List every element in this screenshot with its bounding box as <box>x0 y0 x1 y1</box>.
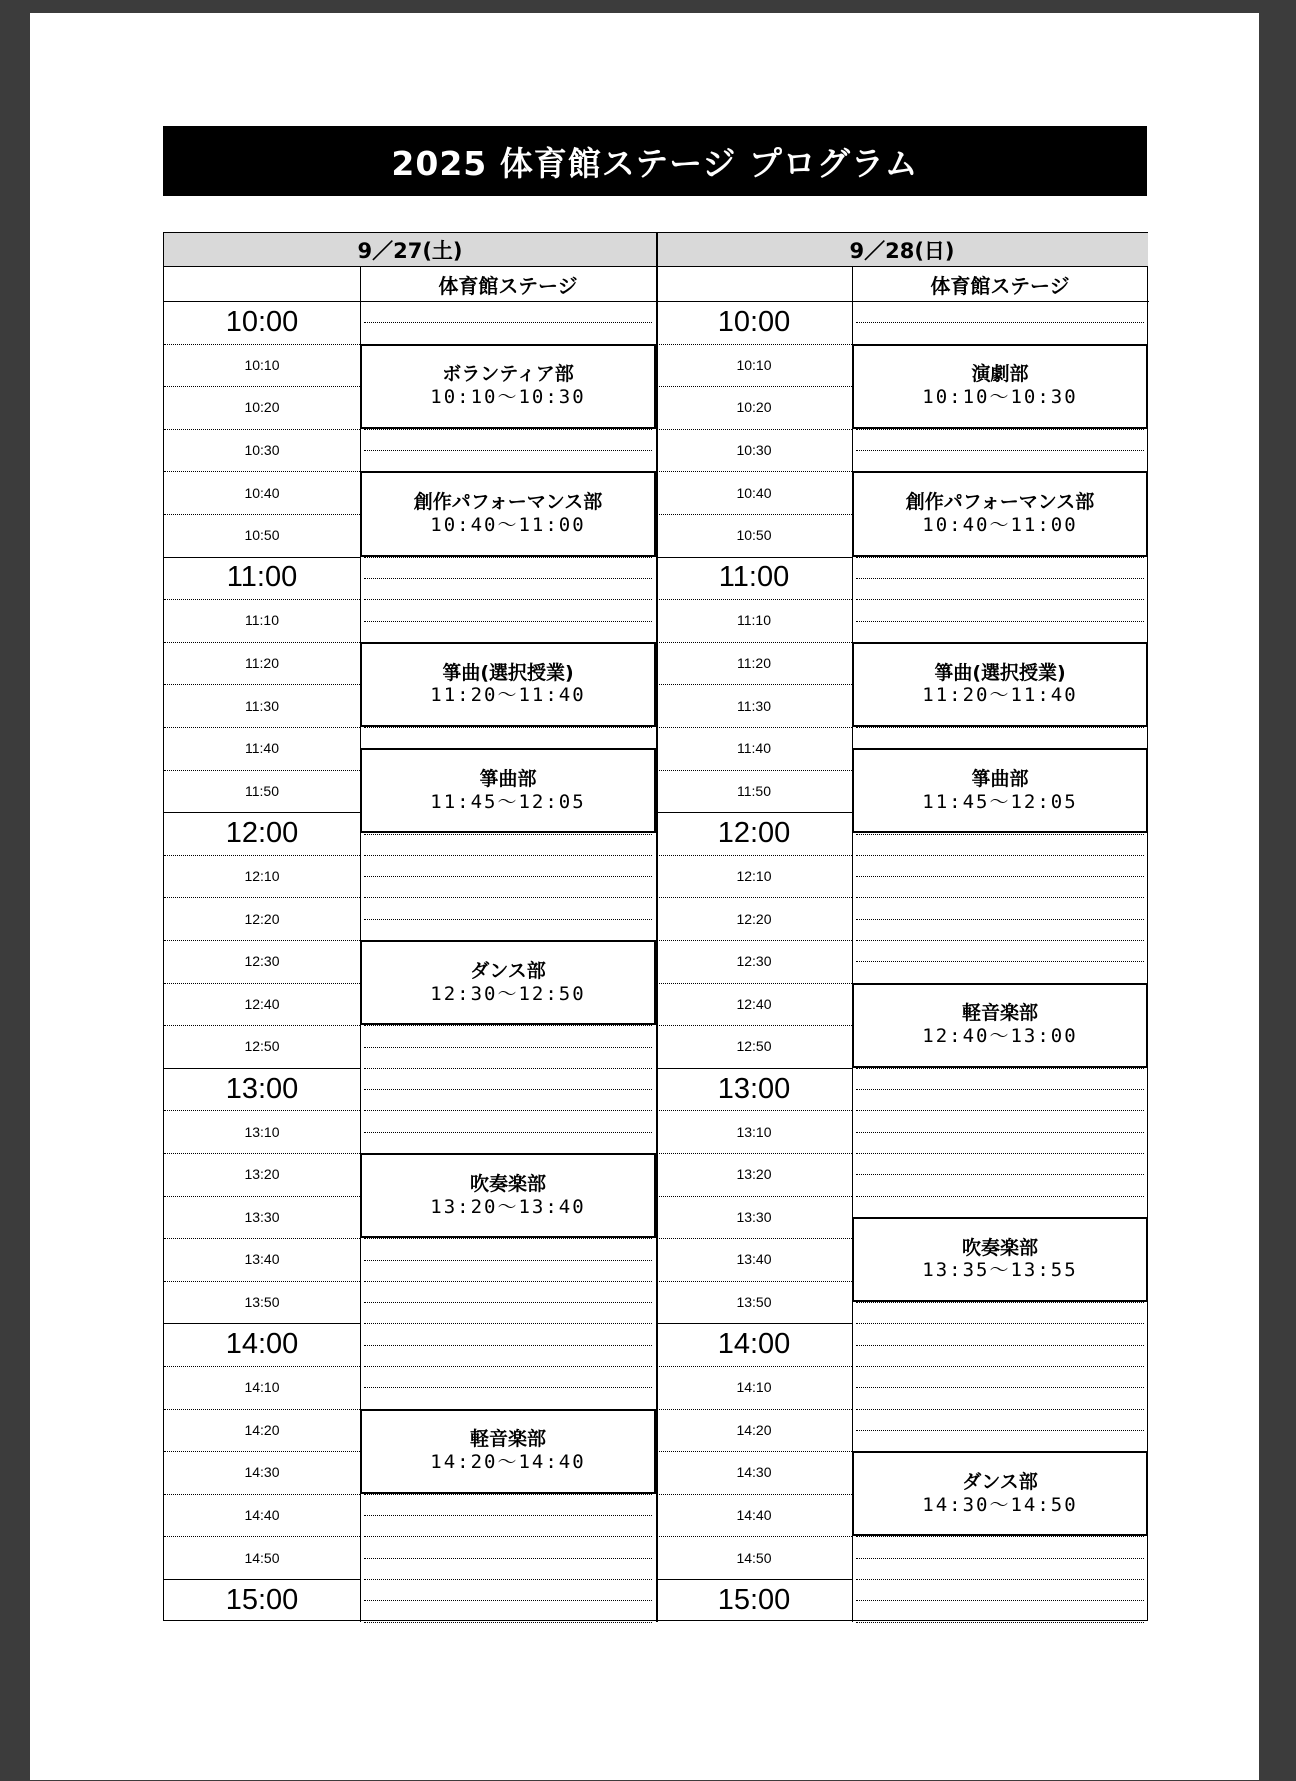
event-block[interactable] <box>852 344 1148 429</box>
event-name: ボランティア部 <box>442 363 574 386</box>
row-divider <box>164 1196 360 1197</box>
row-divider <box>364 1132 652 1133</box>
row-divider <box>364 855 652 856</box>
time-label: 12:20 <box>736 910 772 927</box>
event-time: 10:40～11:00 <box>922 513 1078 536</box>
row-divider <box>164 344 360 345</box>
row-divider <box>164 684 360 685</box>
row-divider <box>856 961 1144 962</box>
event-block[interactable] <box>360 1409 656 1494</box>
row-divider <box>856 1430 1144 1431</box>
row-divider <box>856 1196 1144 1197</box>
row-divider <box>656 1068 852 1069</box>
row-divider <box>656 1281 852 1282</box>
row-divider <box>656 557 852 558</box>
row-divider <box>364 1025 652 1026</box>
schedule-table <box>163 232 1148 1621</box>
row-divider <box>164 1110 360 1111</box>
row-divider <box>164 429 360 430</box>
row-divider <box>164 812 360 813</box>
row-divider <box>656 642 852 643</box>
row-divider <box>856 322 1144 323</box>
row-divider <box>364 1558 652 1559</box>
event-name: 箏曲(選択授業) <box>934 661 1066 684</box>
time-label: 12:30 <box>244 953 280 970</box>
hour-label: 15:00 <box>225 1583 299 1616</box>
time-label: 12:40 <box>736 995 772 1012</box>
event-name: 軽音楽部 <box>469 1428 546 1451</box>
event-time: 12:40～13:00 <box>922 1025 1078 1048</box>
time-label: 10:40 <box>244 484 280 501</box>
row-divider <box>856 1579 1144 1580</box>
row-divider <box>856 557 1144 558</box>
row-divider <box>856 1302 1144 1303</box>
time-label: 12:20 <box>244 910 280 927</box>
row-divider <box>164 1068 360 1069</box>
row-divider <box>856 1174 1144 1175</box>
time-label: 12:30 <box>736 953 772 970</box>
row-divider <box>164 1579 360 1580</box>
row-divider <box>364 322 652 323</box>
row-divider <box>364 1089 652 1090</box>
row-divider <box>856 450 1144 451</box>
time-label: 12:10 <box>244 868 280 885</box>
time-label: 10:50 <box>244 527 280 544</box>
event-block[interactable] <box>360 344 656 429</box>
stage-header: 体育館ステージ <box>438 273 578 298</box>
event-time: 10:40～11:00 <box>430 513 586 536</box>
row-divider <box>164 1494 360 1495</box>
event-time: 13:20～13:40 <box>430 1195 586 1218</box>
time-label: 11:20 <box>245 655 279 672</box>
row-divider <box>364 578 652 579</box>
time-label: 10:50 <box>736 527 772 544</box>
time-label: 12:50 <box>736 1038 772 1055</box>
event-block[interactable] <box>360 642 656 727</box>
row-divider <box>164 386 360 387</box>
time-label: 10:20 <box>244 399 280 416</box>
row-divider <box>164 770 360 771</box>
time-label: 10:30 <box>244 442 280 459</box>
row-divider <box>656 429 852 430</box>
time-label: 13:10 <box>736 1123 772 1140</box>
row-divider <box>856 1153 1144 1154</box>
time-label: 10:10 <box>736 356 772 373</box>
row-divider <box>656 1366 852 1367</box>
event-name: 吹奏楽部 <box>961 1236 1038 1259</box>
row-divider <box>656 1494 852 1495</box>
time-label: 14:10 <box>244 1379 280 1396</box>
row-divider <box>656 812 852 813</box>
row-divider <box>164 983 360 984</box>
stage-header: 体育館ステージ <box>930 273 1070 298</box>
time-label: 11:40 <box>737 740 771 757</box>
page-title: 2025 体育館ステージ プログラム <box>163 126 1147 196</box>
hour-label: 12:00 <box>717 816 791 849</box>
time-label: 13:40 <box>244 1251 280 1268</box>
row-divider <box>364 1110 652 1111</box>
time-label: 11:20 <box>737 655 771 672</box>
time-label: 14:50 <box>244 1549 280 1566</box>
event-name: ダンス部 <box>962 1470 1038 1493</box>
row-divider <box>856 1600 1144 1601</box>
time-label: 11:10 <box>737 612 771 629</box>
row-divider <box>856 578 1144 579</box>
row-divider <box>856 1409 1144 1410</box>
time-label: 13:40 <box>736 1251 772 1268</box>
row-divider <box>364 1302 652 1303</box>
row-divider <box>856 919 1144 920</box>
header-divider <box>164 301 1149 302</box>
time-label: 11:50 <box>245 782 279 799</box>
row-divider <box>364 1238 652 1239</box>
hour-label: 11:00 <box>226 561 298 594</box>
row-divider <box>656 599 852 600</box>
row-divider <box>364 450 652 451</box>
row-divider <box>656 1196 852 1197</box>
time-label: 10:30 <box>736 442 772 459</box>
event-block[interactable] <box>852 748 1148 833</box>
row-divider <box>364 1047 652 1048</box>
row-divider <box>856 621 1144 622</box>
row-divider <box>164 727 360 728</box>
row-divider <box>856 1536 1144 1537</box>
row-divider <box>656 983 852 984</box>
row-divider <box>856 1387 1144 1388</box>
event-name: 吹奏楽部 <box>469 1172 546 1195</box>
column-divider <box>852 267 853 1622</box>
row-divider <box>364 1281 652 1282</box>
row-divider <box>856 1345 1144 1346</box>
row-divider <box>656 1110 852 1111</box>
event-time: 10:10～10:30 <box>430 386 586 409</box>
time-label: 12:50 <box>244 1038 280 1055</box>
event-time: 14:30～14:50 <box>922 1493 1078 1516</box>
hour-label: 14:00 <box>717 1328 791 1361</box>
time-label: 14:20 <box>736 1421 772 1438</box>
event-block[interactable] <box>360 1153 656 1238</box>
row-divider <box>164 599 360 600</box>
time-label: 13:10 <box>244 1123 280 1140</box>
event-block[interactable] <box>360 748 656 833</box>
row-divider <box>856 599 1144 600</box>
row-divider <box>364 429 652 430</box>
time-label: 10:10 <box>244 356 280 373</box>
row-divider <box>164 1366 360 1367</box>
row-divider <box>364 1323 652 1324</box>
hour-label: 15:00 <box>717 1583 791 1616</box>
time-label: 11:10 <box>245 612 279 629</box>
row-divider <box>656 1153 852 1154</box>
row-divider <box>656 514 852 515</box>
row-divider <box>656 727 852 728</box>
row-divider <box>164 1451 360 1452</box>
row-divider <box>164 514 360 515</box>
row-divider <box>856 727 1144 728</box>
row-divider <box>164 940 360 941</box>
time-label: 13:20 <box>244 1166 280 1183</box>
row-divider <box>164 1153 360 1154</box>
event-block[interactable] <box>852 642 1148 727</box>
row-divider <box>364 1515 652 1516</box>
time-label: 11:30 <box>245 697 279 714</box>
row-divider <box>164 1323 360 1324</box>
row-divider <box>656 1536 852 1537</box>
time-label: 13:30 <box>736 1208 772 1225</box>
time-label: 14:50 <box>736 1549 772 1566</box>
time-label: 10:40 <box>736 484 772 501</box>
event-name: 箏曲(選択授業) <box>442 661 574 684</box>
hour-label: 13:00 <box>717 1072 791 1105</box>
row-divider <box>364 876 652 877</box>
row-divider <box>364 1600 652 1601</box>
time-label: 14:30 <box>736 1464 772 1481</box>
row-divider <box>364 1387 652 1388</box>
time-label: 11:40 <box>245 740 279 757</box>
row-divider <box>856 1323 1144 1324</box>
time-label: 13:50 <box>244 1294 280 1311</box>
event-time: 12:30～12:50 <box>430 982 586 1005</box>
row-divider <box>364 1494 652 1495</box>
row-divider <box>164 1025 360 1026</box>
row-divider <box>364 1366 652 1367</box>
event-block[interactable] <box>852 983 1148 1068</box>
row-divider <box>164 1281 360 1282</box>
row-divider <box>364 919 652 920</box>
row-divider <box>856 897 1144 898</box>
time-label: 14:40 <box>244 1507 280 1524</box>
event-time: 11:45～12:05 <box>922 790 1078 813</box>
time-label: 10:20 <box>736 399 772 416</box>
row-divider <box>164 897 360 898</box>
row-divider <box>364 727 652 728</box>
row-divider <box>656 1323 852 1324</box>
row-divider <box>856 1110 1144 1111</box>
event-block[interactable] <box>852 1451 1148 1536</box>
row-divider <box>856 429 1144 430</box>
time-label: 14:10 <box>736 1379 772 1396</box>
time-label: 13:30 <box>244 1208 280 1225</box>
hour-label: 13:00 <box>225 1072 299 1105</box>
row-divider <box>364 1536 652 1537</box>
row-divider <box>364 1579 652 1580</box>
row-divider <box>364 1260 652 1261</box>
row-divider <box>656 386 852 387</box>
row-divider <box>164 1536 360 1537</box>
row-divider <box>656 471 852 472</box>
day-divider <box>656 233 658 1622</box>
event-block[interactable] <box>852 471 1148 556</box>
row-divider <box>164 1238 360 1239</box>
row-divider <box>856 1622 1144 1623</box>
row-divider <box>856 940 1144 941</box>
row-divider <box>164 642 360 643</box>
row-divider <box>656 1409 852 1410</box>
day-header: 9／28(日) <box>656 233 1148 267</box>
row-divider <box>856 834 1144 835</box>
row-divider <box>364 599 652 600</box>
row-divider <box>364 834 652 835</box>
hour-label: 10:00 <box>717 305 791 338</box>
row-divider <box>656 855 852 856</box>
row-divider <box>856 1558 1144 1559</box>
row-divider <box>856 1068 1144 1069</box>
row-divider <box>364 897 652 898</box>
row-divider <box>164 557 360 558</box>
event-time: 11:45～12:05 <box>430 790 586 813</box>
row-divider <box>656 897 852 898</box>
time-label: 11:30 <box>737 697 771 714</box>
row-divider <box>364 1622 652 1623</box>
event-time: 13:35～13:55 <box>922 1259 1078 1282</box>
event-name: ダンス部 <box>470 959 546 982</box>
row-divider <box>656 1025 852 1026</box>
event-block[interactable] <box>360 471 656 556</box>
row-divider <box>656 1579 852 1580</box>
row-divider <box>364 621 652 622</box>
row-divider <box>164 1409 360 1410</box>
row-divider <box>364 1068 652 1069</box>
row-divider <box>856 855 1144 856</box>
event-name: 創作パフォーマンス部 <box>413 491 603 514</box>
row-divider <box>856 1089 1144 1090</box>
event-time: 14:20～14:40 <box>430 1451 586 1474</box>
time-label: 14:30 <box>244 1464 280 1481</box>
event-time: 10:10～10:30 <box>922 386 1078 409</box>
time-label: 13:20 <box>736 1166 772 1183</box>
time-label: 12:10 <box>736 868 772 885</box>
event-block[interactable] <box>360 940 656 1025</box>
time-label: 11:50 <box>737 782 771 799</box>
event-time: 11:20～11:40 <box>922 684 1078 707</box>
row-divider <box>656 940 852 941</box>
row-divider <box>656 1451 852 1452</box>
event-time: 11:20～11:40 <box>430 684 586 707</box>
row-divider <box>364 557 652 558</box>
time-label: 12:40 <box>244 995 280 1012</box>
row-divider <box>656 770 852 771</box>
row-divider <box>856 1366 1144 1367</box>
row-divider <box>856 1132 1144 1133</box>
event-name: 創作パフォーマンス部 <box>905 491 1095 514</box>
time-label: 14:20 <box>244 1421 280 1438</box>
row-divider <box>656 1238 852 1239</box>
row-divider <box>656 684 852 685</box>
event-name: 箏曲部 <box>971 768 1029 791</box>
row-divider <box>656 344 852 345</box>
hour-label: 11:00 <box>718 561 790 594</box>
row-divider <box>164 471 360 472</box>
event-name: 箏曲部 <box>479 768 537 791</box>
event-name: 演劇部 <box>971 363 1029 386</box>
hour-label: 10:00 <box>225 305 299 338</box>
hour-label: 14:00 <box>225 1328 299 1361</box>
time-label: 14:40 <box>736 1507 772 1524</box>
time-label: 13:50 <box>736 1294 772 1311</box>
day-header: 9／27(土) <box>164 233 656 267</box>
row-divider <box>164 855 360 856</box>
row-divider <box>856 876 1144 877</box>
row-divider <box>364 1345 652 1346</box>
hour-label: 12:00 <box>225 816 299 849</box>
event-name: 軽音楽部 <box>961 1002 1038 1025</box>
event-block[interactable] <box>852 1217 1148 1302</box>
